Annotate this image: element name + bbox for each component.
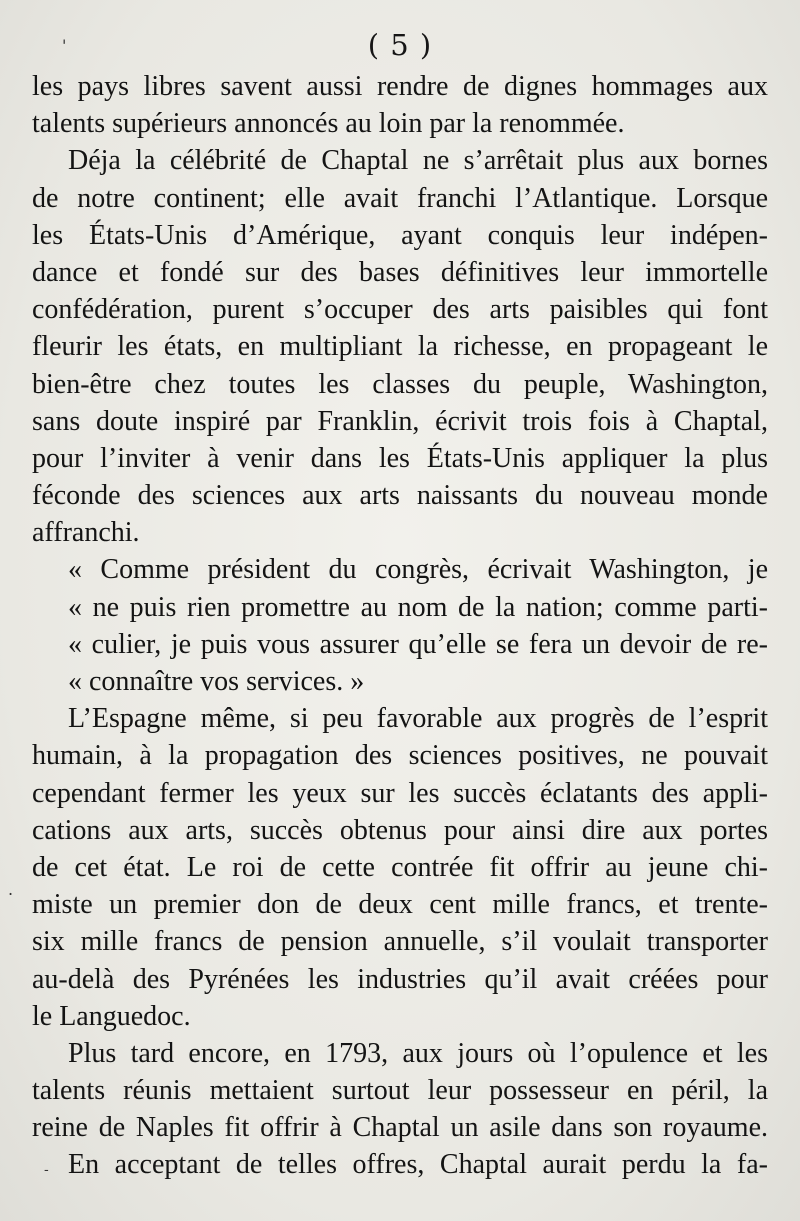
text-line: cependant fermer les yeux sur les succès éclatants des appli-: [32, 777, 768, 809]
text-line: talents réunis mettaient surtout leur possesseur en péril, la: [32, 1075, 768, 1107]
text-line: En acceptant de telles offres, Chaptal aurait perdu la fa-: [68, 1149, 768, 1181]
text-line: « culier, je puis vous assurer qu’elle se fera un devoir de re-: [68, 628, 768, 660]
text-line: fleurir les états, en multipliant la richesse, en propageant le: [32, 331, 768, 363]
text-line: les pays libres savent aussi rendre de dignes hommages aux: [32, 71, 768, 102]
text-line: les États-Unis d’Amérique, ayant conquis leur indépen-: [32, 219, 768, 251]
text-line: au-delà des Pyrénées les industries qu’il avait créées pour: [32, 963, 768, 995]
text-line: confédération, purent s’occuper des arts paisibles qui font: [32, 294, 768, 326]
text-line: bien-être chez toutes les classes du peuple, Washington,: [32, 368, 768, 400]
text-line: sans doute inspiré par Franklin, écrivit trois fois à Chaptal,: [32, 405, 768, 437]
text-line: talents supérieurs annoncés au loin par la renommée.: [32, 108, 625, 140]
text-line: affranchi.: [32, 517, 140, 549]
text-line: Plus tard encore, en 1793, aux jours où l’opulence et les: [68, 1037, 768, 1069]
text-line: pour l’inviter à venir dans les États-Unis appliquer la plus: [32, 442, 768, 474]
text-line: de notre continent; elle avait franchi l’Atlantique. Lorsque: [32, 182, 768, 214]
text-line: de cet état. Le roi de cette contrée fit offrir au jeune chi-: [32, 851, 768, 883]
text-line: reine de Naples fit offrir à Chaptal un asile dans son royaume.: [32, 1112, 768, 1144]
text-line: « connaître vos services. »: [68, 666, 365, 697]
print-speck: ': [62, 36, 67, 55]
text-line: miste un premier don de deux cent mille francs, et trente-: [32, 889, 768, 921]
text-line: cations aux arts, succès obtenus pour ainsi dire aux portes: [32, 814, 768, 846]
print-speck: -: [44, 1162, 49, 1178]
print-speck: .: [8, 880, 14, 899]
text-line: « ne puis rien promettre au nom de la nation; comme parti-: [68, 591, 768, 623]
text-line: humain, à la propagation des sciences positives, ne pouvait: [32, 740, 768, 772]
text-line: six mille francs de pension annuelle, s’il voulait transporter: [32, 926, 768, 958]
text-line: féconde des sciences aux arts naissants du nouveau monde: [32, 480, 768, 512]
body-text: [32, 68, 768, 1184]
text-line: L’Espagne même, si peu favorable aux progrès de l’esprit: [68, 703, 768, 735]
text-line: le Languedoc.: [32, 1000, 191, 1032]
text-line: « Comme président du congrès, écrivait Washington, je: [68, 554, 768, 586]
text-line: dance et fondé sur des bases définitives leur immortelle: [32, 256, 768, 288]
text-line: Déja la célébrité de Chaptal ne s’arrêtait plus aux bornes: [68, 145, 768, 177]
page-number: ( 5 ): [367, 28, 433, 62]
